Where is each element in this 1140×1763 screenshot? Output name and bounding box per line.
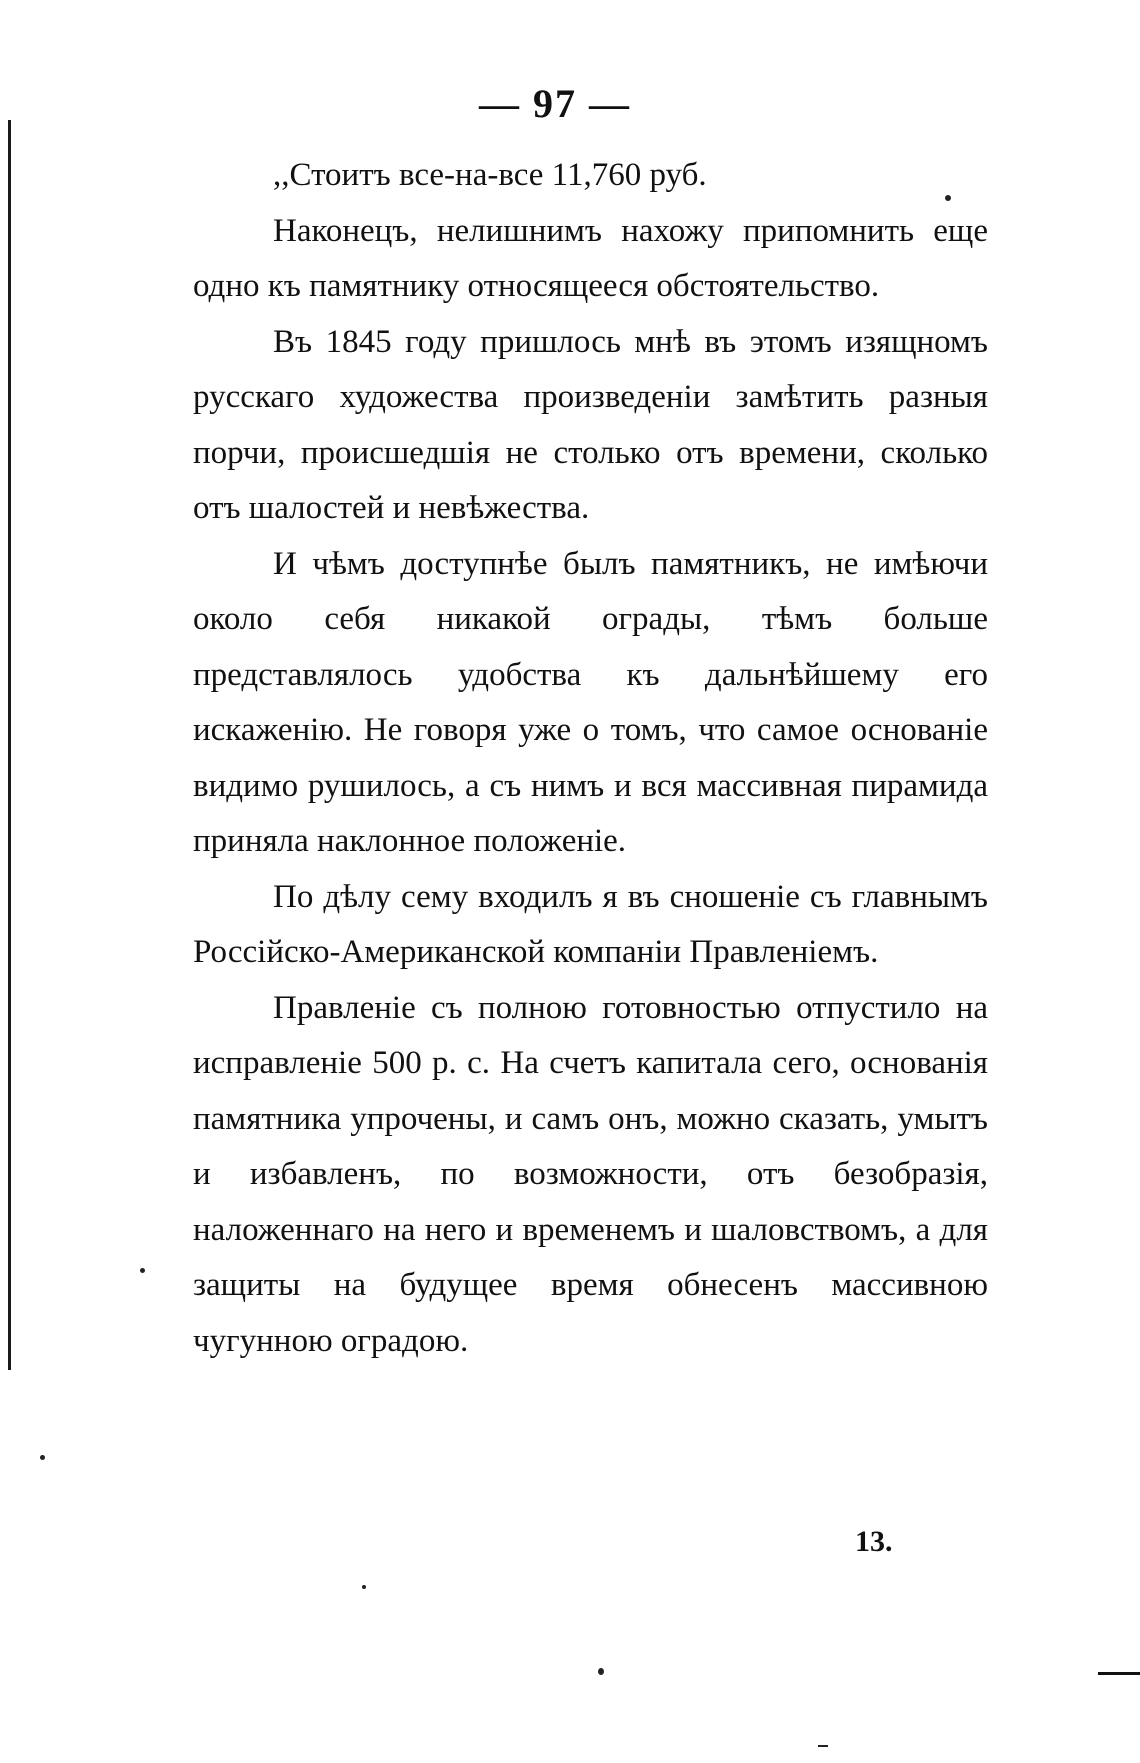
paragraph-relations: По дѣлу сему входилъ я въ сношенiе съ главнымъ Россiйско-Американской компанiи Правленiемъ.	[193, 878, 988, 970]
print-speck	[40, 1455, 45, 1460]
print-speck	[598, 1668, 604, 1675]
page-number: — 97 —	[479, 81, 631, 126]
print-speck	[362, 1585, 366, 1589]
print-speck	[818, 1745, 828, 1747]
paragraph-damage-1845: Въ 1845 году пришлось мнѣ въ этомъ изящномъ русскаго художества произведенiи замѣтить разныя порчи, происшедшiя не столько отъ времени, сколько отъ шалостей и невѣжества.	[193, 323, 988, 526]
paragraph-cost: ,,Стоитъ все-на-все 11,760 руб.	[273, 157, 707, 193]
margin-dash-mark	[1098, 1672, 1140, 1675]
print-speck	[945, 195, 951, 201]
paragraph-accessibility: И чѣмъ доступнѣе былъ памятникъ, не имѣючи около себя никакой ограды, тѣмъ больше представлялось удобства къ дальнѣйшему его искаженiю. Не говоря уже о томъ, что самое основанiе видимо рушилось, а съ нимъ и вся массивная пирамида приняла наклонное положенiе.	[193, 545, 988, 859]
body-text	[193, 148, 988, 1369]
sheet-signature: 13.	[855, 1525, 893, 1558]
print-speck	[140, 1268, 145, 1273]
paragraph-restoration: Правленiе съ полною готовностью отпустило на исправленiе 500 р. с. На счетъ капитала сего, основанiя памятника упрочены, и самъ онъ, можно сказать, умытъ и избавленъ, по возможности, отъ безобразiя, наложеннаго на него и временемъ и шаловствомъ, а для защиты на будущее время обнесенъ массивною чугунною оградою.	[193, 989, 988, 1359]
paragraph-circumstance: Наконецъ, нелишнимъ нахожу припомнить еще одно къ памятнику относящееся обстоятельство.	[193, 212, 988, 304]
page-edge-line	[8, 120, 11, 1370]
